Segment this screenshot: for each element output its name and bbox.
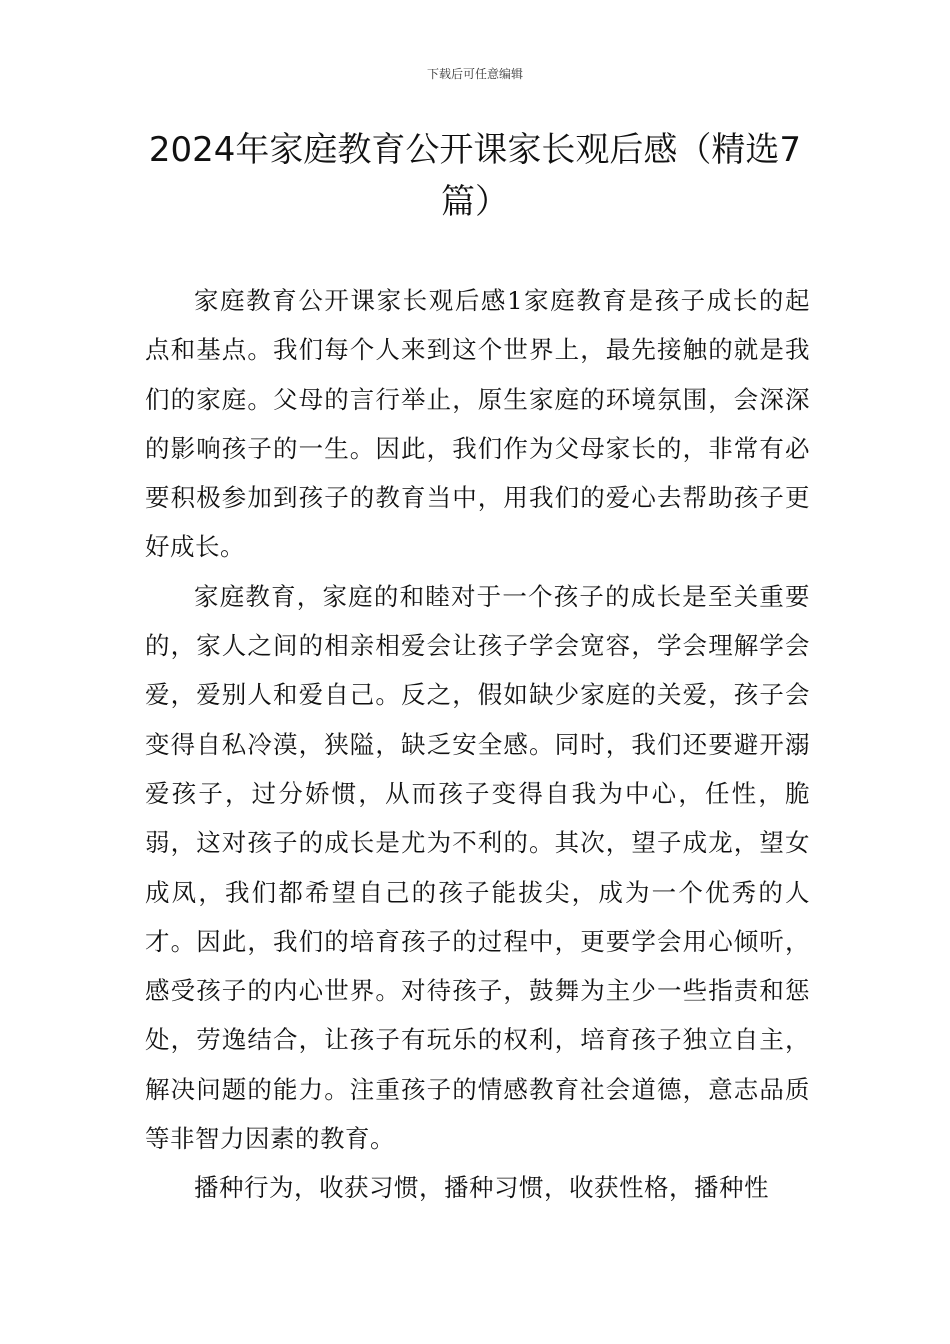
paragraph: 家庭教育，家庭的和睦对于一个孩子的成长是至关重要的，家人之间的相亲相爱会让孩子学会宽容，学会理解学会爱，爱别人和爱自己。反之，假如缺少家庭的关爱，孩子会变得自私冷漠，狭隘，缺乏安全感。同时，我们还要避开溺爱孩子，过分娇惯，从而孩子变得自我为中心，任性，脆弱，这对孩子的成长是尤为不利的。其次，望子成龙，望女成凤，我们都希望自己的孩子能拔尖，成为一个优秀的人才。因此，我们的培育孩子的过程中，更要学会用心倾听，感受孩子的内心世界。对待孩子，鼓舞为主少一些指责和惩处，劳逸结合，让孩子有玩乐的权利，培育孩子独立自主，解决问题的能力。注重孩子的情感教育社会道德，意志品质等非智力因素的教育。 (145, 581, 810, 1154)
document-body (145, 276, 810, 1213)
header-note: 下载后可任意编辑 (426, 67, 523, 81)
document-title: 2024年家庭教育公开课家长观后感（精选7篇） (148, 130, 802, 222)
paragraph: 播种行为，收获习惯，播种习惯，收获性格，播种性 (194, 1173, 769, 1203)
paragraph: 家庭教育公开课家长观后感1家庭教育是孩子成长的起点和基点。我们每个人来到这个世界上，最先接触的就是我们的家庭。父母的言行举止，原生家庭的环境氛围，会深深的影响孩子的一生。因此，我们作为父母家长的，非常有必要积极参加到孩子的教育当中，用我们的爱心去帮助孩子更好成长。 (145, 286, 810, 562)
